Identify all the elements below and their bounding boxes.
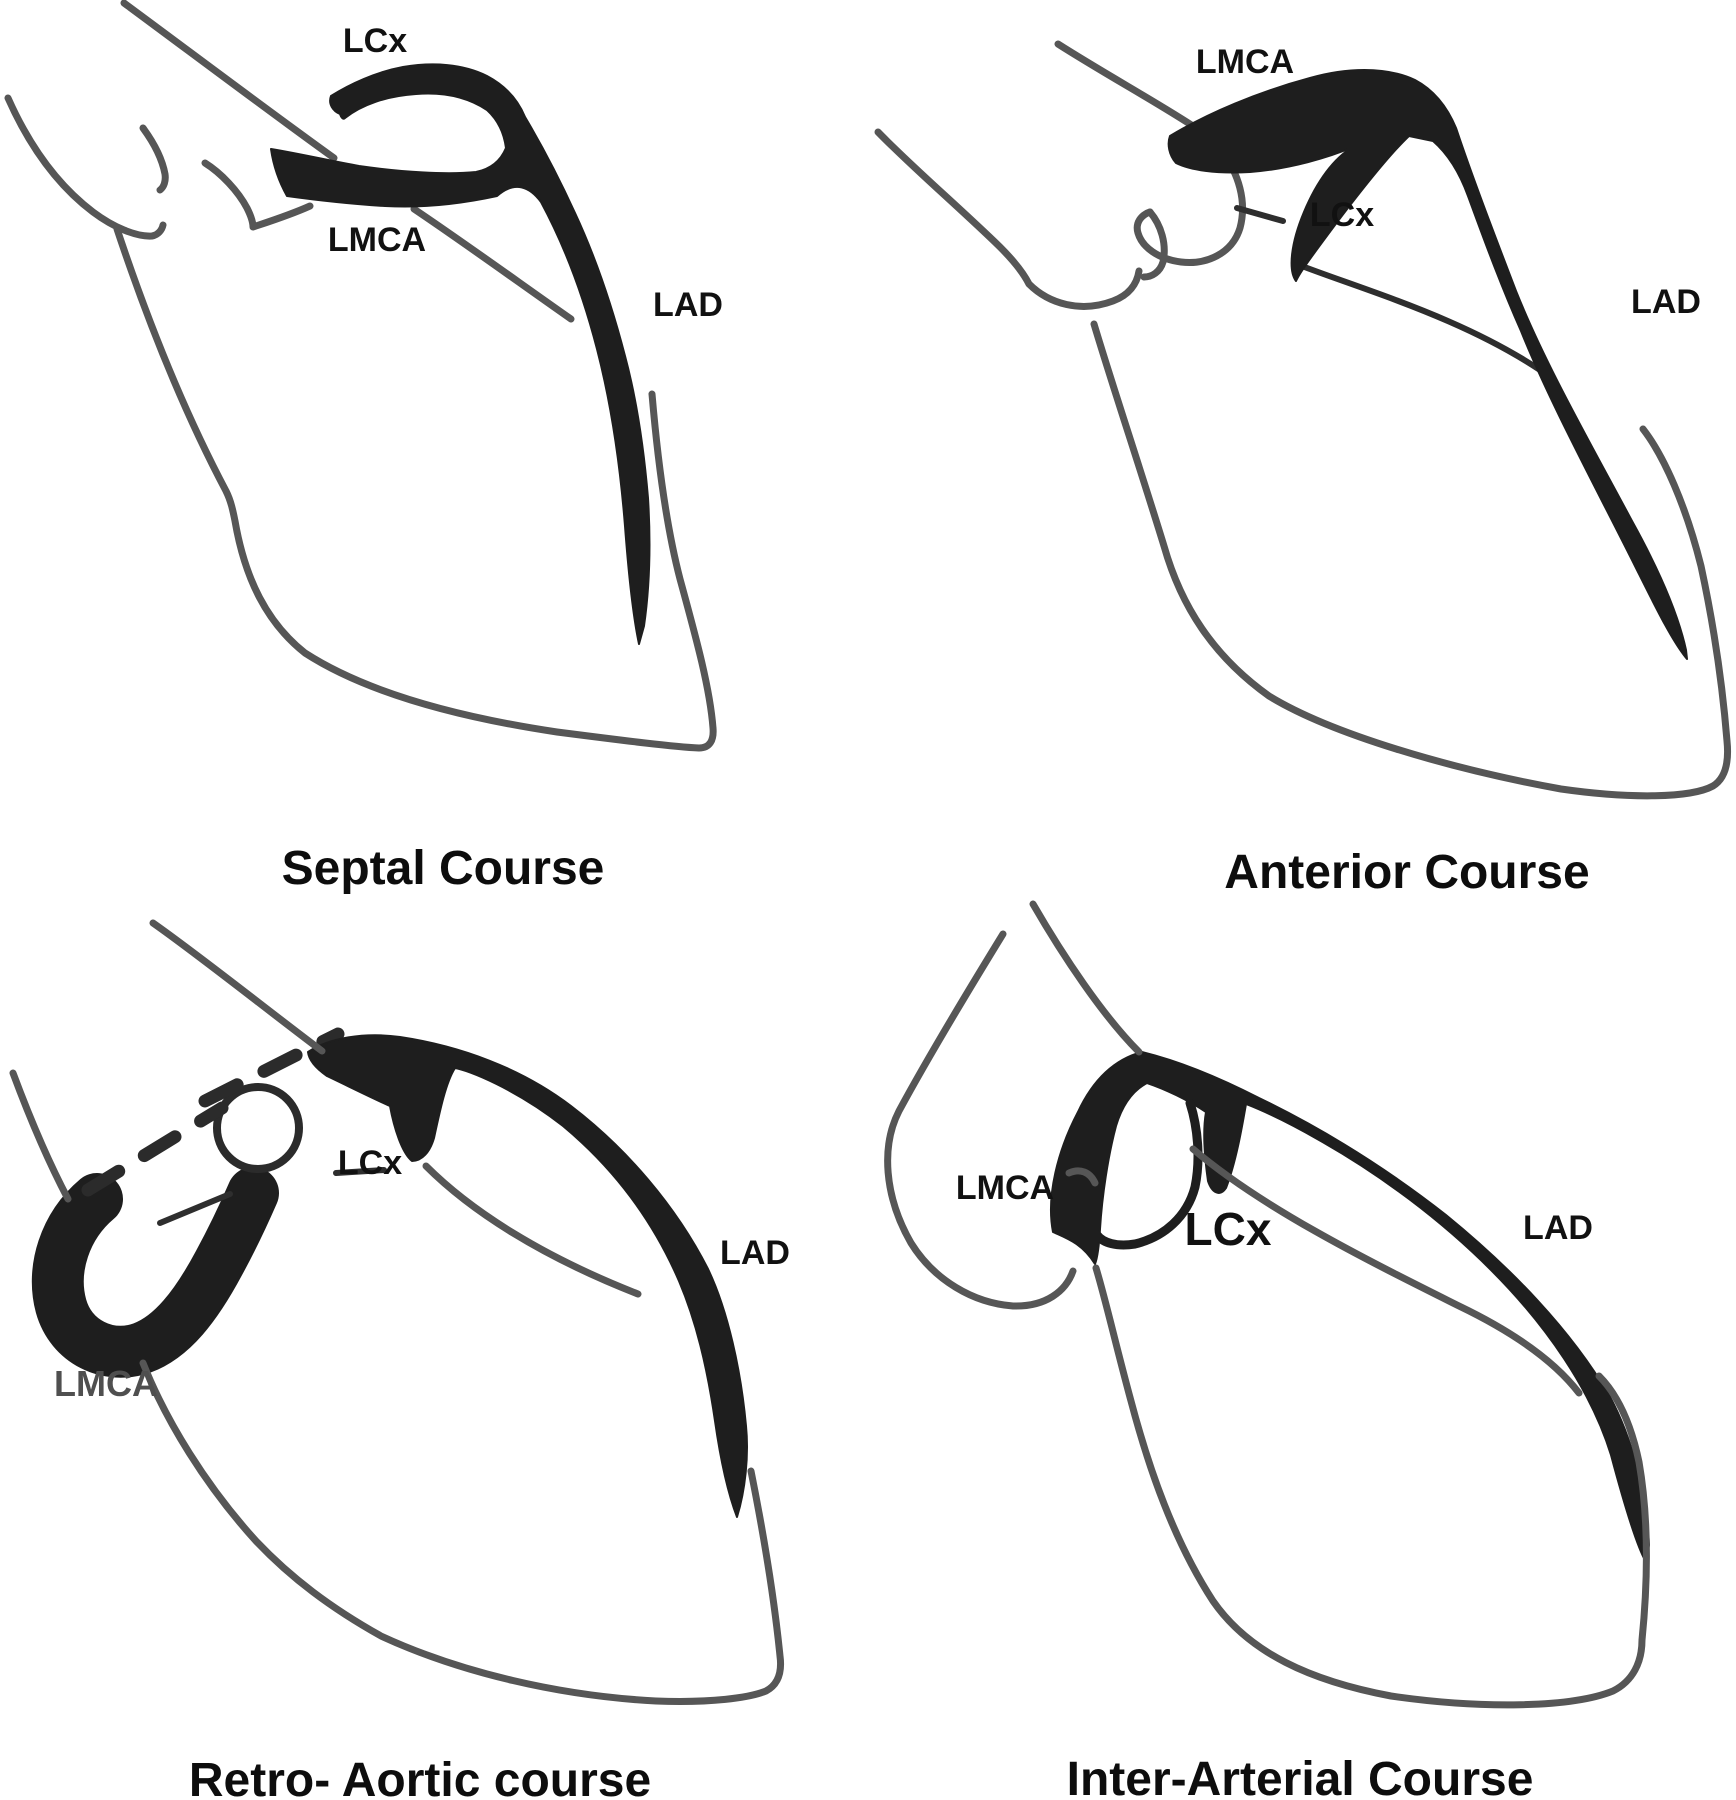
aortic-root-circle: [217, 1087, 299, 1169]
heart-outline: [143, 1363, 781, 1701]
lmca-lcx-lad-artery: [1051, 1052, 1649, 1562]
label-lad: LAD: [653, 286, 723, 324]
heart-outline: [1058, 44, 1196, 128]
av-groove-line: [426, 1166, 638, 1294]
heart-outline: [878, 132, 1139, 306]
label-lcx: LCx: [1309, 196, 1375, 234]
label-lad: LAD: [720, 1234, 790, 1272]
heart-outline: [124, 3, 334, 158]
heart-outline: [13, 1073, 68, 1199]
av-groove-line: [414, 209, 571, 319]
heart-outline: [1033, 904, 1139, 1052]
lcx-lad-artery: [308, 1035, 747, 1517]
heart-outline: [8, 98, 163, 236]
caption-inter-arterial-course: Inter-Arterial Course: [1066, 1753, 1534, 1800]
panel-retro-aortic-course: [13, 923, 790, 1800]
panel-septal-course: [8, 3, 723, 895]
caption-septal-course: Septal Course: [281, 842, 605, 895]
lcx-course-line: [1294, 263, 1553, 379]
panel-inter-arterial-course: [888, 904, 1649, 1800]
label-lcx: LCx: [342, 22, 408, 60]
label-lad: LAD: [1631, 283, 1701, 321]
label-lcx: LCx: [337, 1144, 403, 1182]
heart-outline: [143, 128, 165, 190]
heart-outline: [888, 934, 1073, 1306]
label-lcx: LCx: [1184, 1203, 1272, 1255]
caption-anterior-course: Anterior Course: [1224, 846, 1590, 899]
label-lmca: LMCA: [1195, 43, 1295, 81]
av-groove-line: [1193, 1149, 1579, 1393]
label-lmca: LMCA: [327, 221, 427, 259]
label-lmca: LMCA: [54, 1363, 158, 1404]
heart-outline: [153, 923, 322, 1051]
panel-anterior-course: [878, 43, 1728, 899]
label-lmca: LMCA: [955, 1169, 1055, 1207]
label-lad: LAD: [1523, 1209, 1593, 1247]
retro-aortic-lmca-loop: [58, 1193, 253, 1352]
caption-retro-aortic-course: Retro- Aortic course: [188, 1754, 652, 1800]
lmca-lcx-lad-artery: [1169, 70, 1687, 659]
aorta-dashed-edge: [88, 1108, 222, 1190]
